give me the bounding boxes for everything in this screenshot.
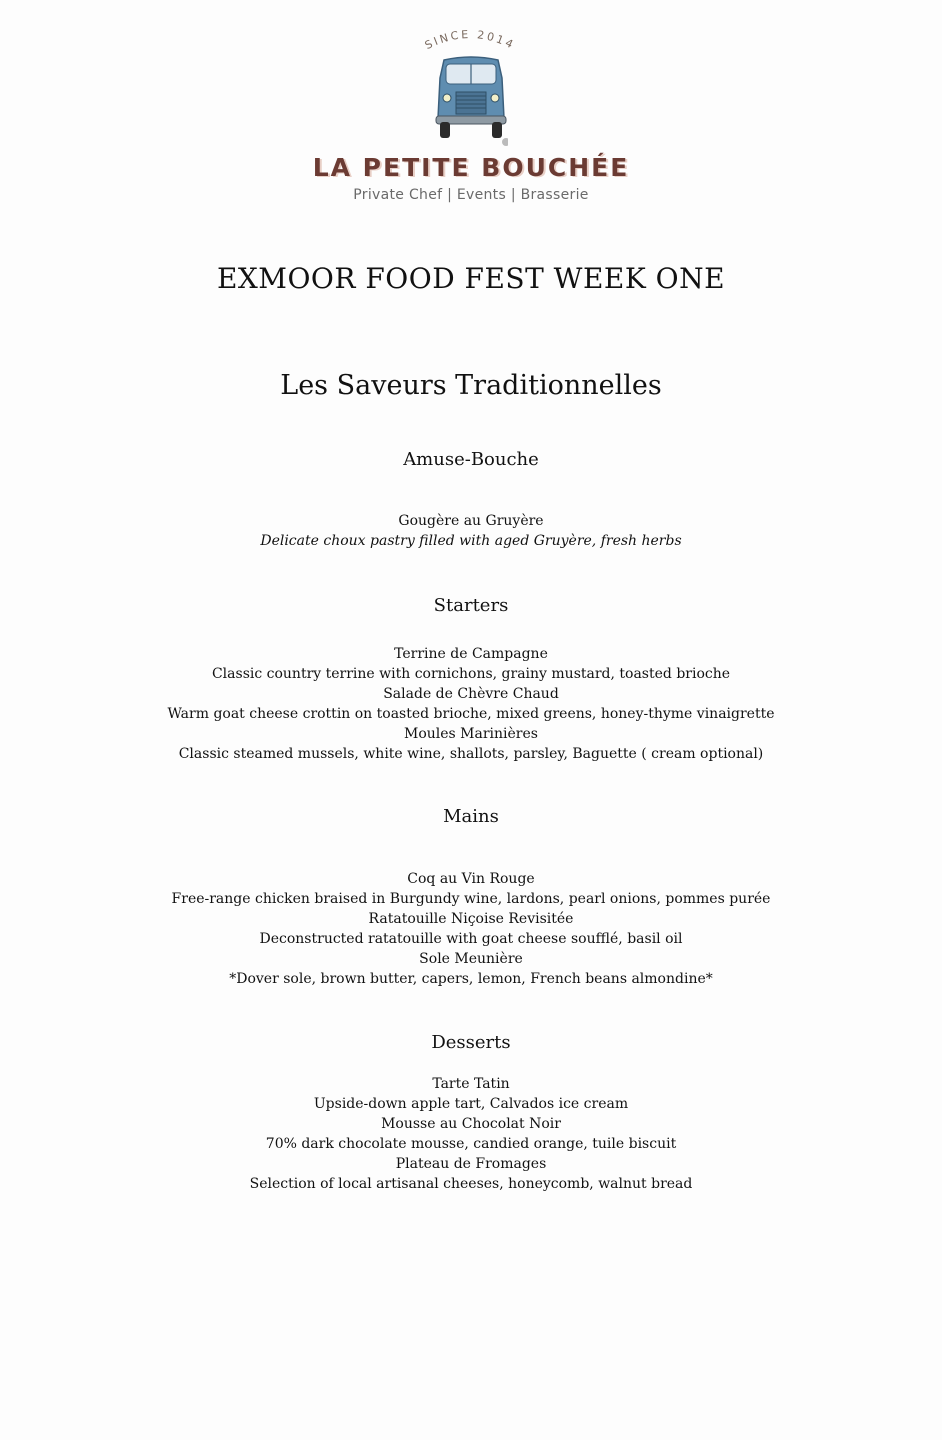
section-heading-starters: Starters <box>433 595 509 616</box>
menu-item-name: Ratatouille Niçoise Revisitée <box>368 910 574 927</box>
menu-item-description: Upside-down apple tart, Calvados ice cream <box>313 1095 629 1112</box>
menu-item-description: 70% dark chocolate mousse, candied orange, tuile biscuit <box>265 1135 677 1152</box>
menu-item-description: Deconstructed ratatouille with goat cheese soufflé, basil oil <box>259 930 683 947</box>
menu-item-description: Delicate choux pastry filled with aged Gruyère, fresh herbs <box>260 532 682 549</box>
amuse-bouche-items <box>0 512 942 552</box>
menu-item-name: Moules Marinières <box>404 725 538 742</box>
menu-item-name: Salade de Chèvre Chaud <box>383 685 559 702</box>
menu-item-description: Warm goat cheese crottin on toasted brioche, mixed greens, honey-thyme vinaigrette <box>167 705 775 722</box>
menu-item-name: Terrine de Campagne <box>394 646 548 662</box>
brand-tagline: Private Chef | Events | Brasserie <box>353 187 589 203</box>
menu-item-name: Tarte Tatin <box>432 1076 510 1092</box>
menu-item-name: Gougère au Gruyère <box>398 513 544 529</box>
menu-item-name: Plateau de Fromages <box>395 1155 547 1172</box>
menu-item-description: Classic steamed mussels, white wine, shallots, parsley, Baguette ( cream optional) <box>178 745 764 762</box>
menu-item-name: Mousse au Chocolat Noir <box>381 1115 561 1132</box>
section-heading-amuse-bouche: Amuse-Bouche <box>403 449 539 470</box>
svg-text:SINCE 2014: SINCE 2014 <box>422 27 518 52</box>
vintage-van-icon <box>434 56 508 148</box>
menu-item-description: Selection of local artisanal cheeses, honeycomb, walnut bread <box>249 1175 693 1192</box>
since-2014-arc <box>420 22 520 52</box>
mains-items <box>0 870 942 989</box>
menu-item-description: Classic country terrine with cornichons, grainy mustard, toasted brioche <box>211 665 731 682</box>
desserts-items <box>0 1075 942 1194</box>
menu-item-description: *Dover sole, brown butter, capers, lemon, French beans almondine* <box>229 970 713 987</box>
section-heading-mains: Mains <box>443 806 499 827</box>
starters-items <box>0 645 942 764</box>
menu-title: Les Saveurs Traditionnelles <box>280 370 662 401</box>
menu-item-description: Free-range chicken braised in Burgundy wine, lardons, pearl onions, pommes purée <box>171 890 771 907</box>
section-heading-desserts: Desserts <box>431 1032 511 1053</box>
brand-name: LA PETITE BOUCHÉE <box>312 153 630 182</box>
menu-item-name: Coq au Vin Rouge <box>407 871 535 887</box>
menu-item-name: Sole Meunière <box>419 950 523 967</box>
brand-logo <box>300 18 642 218</box>
event-title: EXMOOR FOOD FEST WEEK ONE <box>216 262 726 295</box>
